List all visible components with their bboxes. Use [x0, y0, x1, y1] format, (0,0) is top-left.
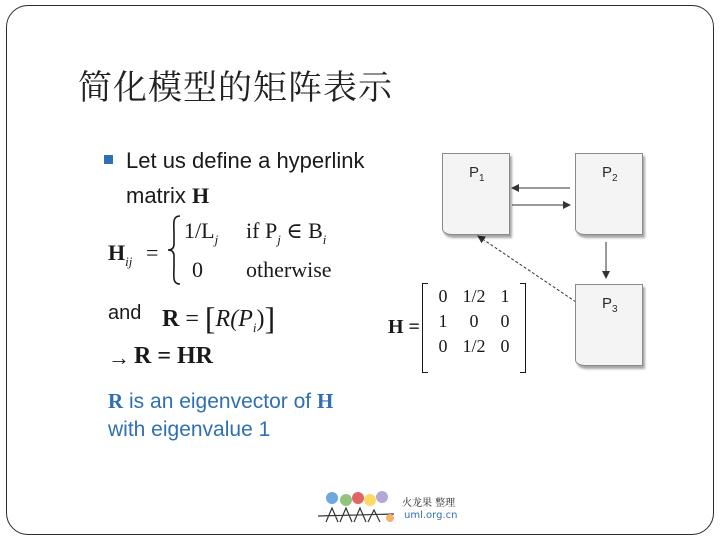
matrix-cell: 1/2 [462, 286, 486, 306]
matrix-cell: 1/2 [462, 336, 486, 356]
bullet-line-2 [126, 183, 209, 209]
matrix-cell: 0 [500, 336, 510, 356]
logo-text-cn: 火龙果 整理 [402, 498, 456, 509]
page-p1 [442, 153, 510, 235]
matrix-cell: 0 [438, 286, 448, 306]
logo-text-url: uml.org.cn [404, 510, 458, 521]
formula-r: $R = [R(P_i)]$ [162, 300, 276, 336]
matrix-h [422, 283, 526, 373]
formula-h-lhs: $H_{ij}$ [108, 240, 133, 269]
formula-h-case2-cond: otherwise [246, 257, 332, 282]
page-p3-label: $P_3$ [602, 295, 618, 315]
page-p2 [575, 153, 643, 235]
conclusion-line-1: R is an eigenvector of H [108, 389, 334, 413]
page-p1-label: $P_1$ [469, 164, 485, 184]
formula-h-equals: = [146, 240, 159, 265]
bullet-line-1: Let us define a hyperlink [126, 148, 365, 173]
matrix-cell: 0 [500, 311, 510, 331]
bullet-marker [104, 155, 113, 164]
conclusion-line-2: with eigenvalue 1 [108, 418, 271, 441]
bullet-line-2-prefix: matrix [126, 183, 186, 208]
matrix-cell: 1 [500, 286, 510, 306]
matrix-cell: 1 [438, 311, 448, 331]
formula-h-brace [166, 214, 182, 286]
implication-formula: R = HR [134, 343, 214, 369]
implication-arrow-icon: → [108, 345, 130, 370]
logo-figures-icon [314, 488, 400, 528]
bullet-line-2-var: H [192, 183, 210, 208]
slide-title: 简化模型的矩阵表示 [78, 68, 393, 108]
page-p2-label: $P_2$ [602, 164, 618, 184]
matrix-lhs: H = [388, 316, 420, 338]
formula-h-case1-cond: if $P_j$ ∈ $B_i$ [246, 218, 327, 247]
matrix-cell: 0 [469, 311, 479, 331]
formula-r-and: and [108, 302, 142, 324]
matrix-cell: 0 [438, 336, 448, 356]
page-p3 [575, 284, 643, 366]
formula-h-case1-value: $1/L_j$ [184, 218, 219, 247]
formula-h-case2-value: 0 [192, 257, 203, 282]
